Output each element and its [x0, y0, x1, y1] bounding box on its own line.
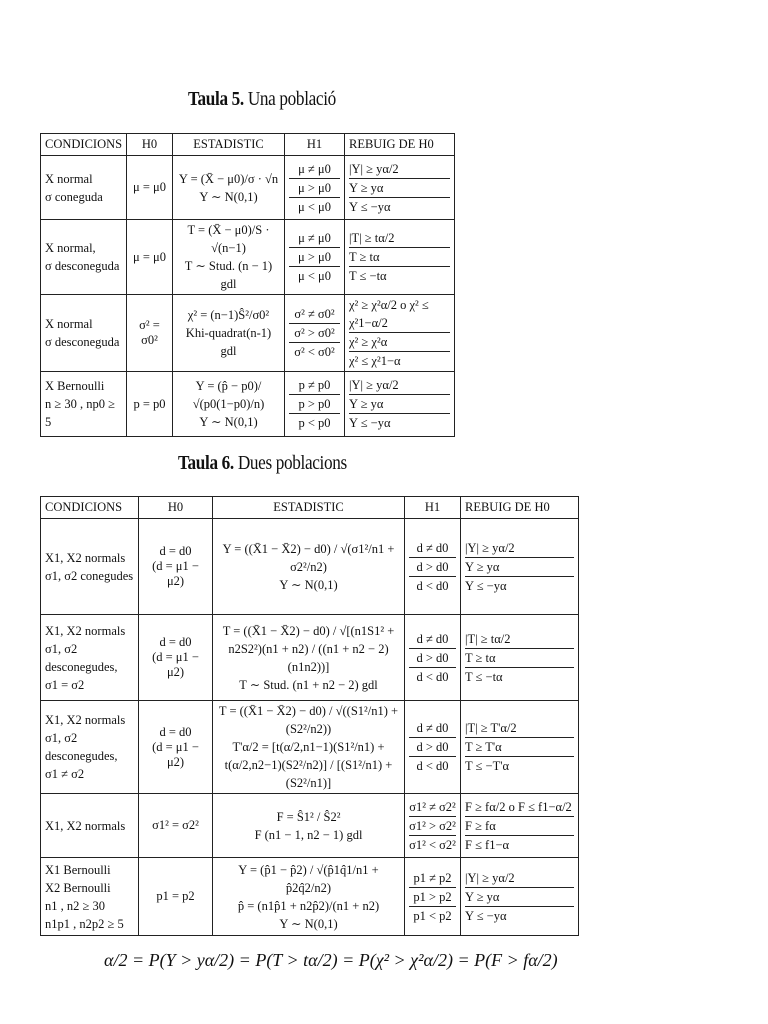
header-h1: H1	[405, 497, 461, 519]
condition-line: σ1, σ2 conegudes	[45, 568, 134, 583]
h0-line: d = d0	[159, 635, 192, 649]
rejection-line: |Y| ≥ yα/2	[349, 376, 450, 395]
rejection-line: Y ≤ −yα	[465, 908, 507, 923]
table5	[40, 133, 455, 437]
cell-estadistic	[173, 295, 285, 372]
statistic-line: p̂ = (n1p̂1 + n2p̂2)/(n1 + n2)	[237, 898, 380, 913]
condition-line: σ desconeguda	[45, 259, 120, 273]
cell-estadistic	[173, 220, 285, 295]
condition-line: n1 , n2 ≥ 30	[45, 898, 105, 913]
h1-line: μ ≠ μ0	[289, 229, 340, 248]
table6-title	[178, 452, 347, 475]
cell-h0	[139, 519, 213, 615]
h0-line: d = d0	[159, 544, 192, 558]
statistic-line: Y ∼ N(0,1)	[279, 577, 338, 592]
h1-line: p1 ≠ p2	[409, 869, 456, 888]
rejection-line: F ≥ fα	[465, 817, 574, 836]
rejection-line: F ≥ fα/2 o F ≤ f1−α/2	[465, 798, 574, 817]
rejection-line: |T| ≥ tα/2	[465, 630, 574, 649]
rejection-line: Y ≥ yα	[349, 395, 450, 414]
header-condicions: CONDICIONS	[41, 497, 139, 519]
cell-h1	[405, 794, 461, 858]
statistic-line: T ∼ Stud. (n − 1) gdl	[184, 259, 273, 291]
h0-line: p = p0	[133, 396, 166, 411]
cell-condicions	[41, 794, 139, 858]
cell-h1	[405, 519, 461, 615]
table-row	[41, 156, 455, 220]
table-row	[41, 794, 579, 858]
cell-condicions	[41, 701, 139, 794]
table-row	[41, 295, 455, 372]
cell-h1	[285, 156, 345, 220]
table5-title-number: Taula 5.	[188, 88, 244, 110]
h1-line: μ > μ0	[289, 179, 340, 198]
condition-line: X1, X2 normals	[45, 818, 126, 833]
rejection-line: χ² ≥ χ²α/2 o χ² ≤ χ²1−α/2	[349, 296, 450, 333]
h1-line: μ < μ0	[298, 199, 331, 214]
h1-line: p < p0	[298, 416, 331, 430]
h1-line: σ1² ≠ σ2²	[409, 798, 456, 817]
statistic-line: Y = (p̂1 − p̂2) / √(p̂1q̂1/n1 + p̂2q̂2/n2)	[238, 862, 379, 895]
table6	[40, 496, 579, 936]
rejection-line: Y ≤ −yα	[465, 578, 507, 593]
statistic-line: F (n1 − 1, n2 − 1) gdl	[254, 827, 363, 842]
table5-title	[188, 88, 336, 111]
cell-rebuig	[345, 156, 455, 220]
rejection-line: |Y| ≥ yα/2	[349, 160, 450, 179]
header-h1: H1	[285, 134, 345, 156]
cell-estadistic	[173, 156, 285, 220]
h1-line: d < d0	[416, 759, 449, 773]
rejection-line: |T| ≥ tα/2	[349, 229, 450, 248]
statistic-line: Y = (X̄ − μ0)/σ · √n	[178, 171, 279, 186]
statistic-line: Khi-quadrat(n-1) gdl	[185, 326, 272, 358]
rejection-line: T ≤ −T'α	[465, 759, 510, 773]
condition-line: n ≥ 30 , np0 ≥ 5	[45, 397, 115, 429]
rejection-line: Y ≥ yα	[465, 558, 574, 577]
cell-condicions	[41, 156, 127, 220]
condition-line: n1p1 , n2p2 ≥ 5	[45, 916, 124, 931]
header-estadistic: ESTADISTIC	[213, 497, 405, 519]
h0-line: (d = μ1 − μ2)	[152, 650, 199, 679]
condition-line: X1, X2 normals	[45, 623, 126, 638]
table-row	[41, 701, 579, 794]
table5-title-text: Una població	[243, 88, 336, 110]
header-condicions: CONDICIONS	[41, 134, 127, 156]
h1-line: d < d0	[416, 578, 449, 593]
cell-h1	[285, 295, 345, 372]
cell-condicions	[41, 858, 139, 936]
cell-rebuig	[461, 794, 579, 858]
h1-line: p ≠ p0	[289, 376, 340, 395]
statistic-line: Y ∼ N(0,1)	[199, 415, 258, 429]
h1-line: d < d0	[416, 669, 449, 684]
cell-condicions	[41, 519, 139, 615]
cell-h1	[405, 858, 461, 936]
cell-h0	[127, 295, 173, 372]
h1-line: p > p0	[289, 395, 340, 414]
statistic-line: T = (X̄ − μ0)/S · √(n−1)	[187, 223, 270, 255]
h1-line: σ1² < σ2²	[409, 837, 456, 852]
h1-line: d > d0	[409, 649, 456, 668]
h1-line: μ > μ0	[289, 248, 340, 267]
rejection-line: Y ≥ yα	[465, 888, 574, 907]
statistic-line: χ² = (n−1)Ŝ²/σ0²	[187, 308, 270, 322]
condition-line: σ1 = σ2	[45, 677, 85, 692]
cell-h1	[285, 372, 345, 437]
cell-estadistic	[213, 701, 405, 794]
rejection-line: Y ≤ −yα	[349, 199, 391, 214]
rejection-line: T ≥ tα	[465, 649, 574, 668]
cell-h0	[139, 858, 213, 936]
table-row	[41, 615, 579, 701]
h1-line: d ≠ d0	[409, 719, 456, 738]
cell-rebuig	[461, 519, 579, 615]
condition-line: σ coneguda	[45, 189, 103, 204]
rejection-line: |Y| ≥ yα/2	[465, 539, 574, 558]
table6-header-row	[41, 497, 579, 519]
statistic-line: Y = (p̂ − p0)/√(p0(1−p0)/n)	[192, 379, 265, 411]
rejection-line: Y ≤ −yα	[349, 416, 391, 430]
condition-line: X normal,	[45, 241, 96, 255]
h0-line: σ² = σ0²	[139, 318, 160, 347]
table-row	[41, 519, 579, 615]
h1-line: σ1² > σ2²	[409, 817, 456, 836]
rejection-line: T ≥ T'α	[465, 738, 574, 757]
cell-estadistic	[213, 615, 405, 701]
condition-line: X1, X2 normals	[45, 550, 126, 565]
table-row	[41, 220, 455, 295]
cell-estadistic	[213, 519, 405, 615]
cell-condicions	[41, 220, 127, 295]
h1-line: σ² > σ0²	[289, 324, 340, 343]
header-rebuig: REBUIG DE H0	[345, 134, 455, 156]
cell-h0	[139, 701, 213, 794]
cell-rebuig	[461, 858, 579, 936]
cell-condicions	[41, 615, 139, 701]
table5-header-row	[41, 134, 455, 156]
footer-formula: α/2 = P(Y > yα/2) = P(T > tα/2) = P(χ² > χ²α/2) = P(F > fα/2)	[104, 950, 558, 970]
cell-h1	[405, 615, 461, 701]
table6-title-text: Dues poblacions	[233, 452, 347, 474]
condition-line: X normal	[45, 317, 93, 331]
h1-line: p1 > p2	[409, 888, 456, 907]
statistic-line: F = Ŝ1² / Ŝ2²	[276, 809, 341, 824]
cell-rebuig	[461, 615, 579, 701]
table6-title-number: Taula 6.	[178, 452, 234, 474]
h1-line: p1 < p2	[413, 908, 452, 923]
statistic-line: Y = ((X̄1 − X̄2) − d0) / √(σ1²/n1 + σ2²/n2)	[222, 541, 395, 574]
cell-h0	[139, 615, 213, 701]
rejection-line: T ≥ tα	[349, 248, 450, 267]
cell-condicions	[41, 372, 127, 437]
cell-condicions	[41, 295, 127, 372]
cell-estadistic	[213, 794, 405, 858]
h1-line: d ≠ d0	[409, 539, 456, 558]
cell-rebuig	[345, 220, 455, 295]
cell-h1	[405, 701, 461, 794]
statistic-line: T = ((X̄1 − X̄2) − d0) / √[(n1S1² + n2S2²)(n1 + n2) / ((n1 + n2 − 2)(n1n2))]	[222, 623, 395, 674]
h1-line: μ < μ0	[298, 269, 331, 283]
cell-rebuig	[461, 701, 579, 794]
condition-line: σ1, σ2 desconegudes,	[45, 641, 118, 674]
cell-rebuig	[345, 295, 455, 372]
rejection-line: χ² ≥ χ²α	[349, 333, 450, 352]
statistic-line: Y ∼ N(0,1)	[279, 916, 338, 931]
h0-line: (d = μ1 − μ2)	[152, 739, 199, 769]
header-h0: H0	[127, 134, 173, 156]
condition-line: σ1, σ2 desconegudes,	[45, 731, 118, 763]
header-rebuig: REBUIG DE H0	[461, 497, 579, 519]
cell-estadistic	[173, 372, 285, 437]
h0-line: p1 = p2	[156, 889, 195, 903]
header-estadistic: ESTADISTIC	[173, 134, 285, 156]
rejection-line: χ² ≤ χ²1−α	[349, 354, 401, 368]
condition-line: σ desconeguda	[45, 335, 120, 349]
cell-h0	[127, 372, 173, 437]
h0-line: (d = μ1 − μ2)	[152, 559, 199, 588]
h1-line: d > d0	[409, 738, 456, 757]
h1-line: μ ≠ μ0	[289, 160, 340, 179]
cell-h0	[139, 794, 213, 858]
statistic-line: T ∼ Stud. (n1 + n2 − 2) gdl	[239, 677, 378, 692]
condition-line: σ1 ≠ σ2	[45, 767, 85, 781]
rejection-line: |T| ≥ T'α/2	[465, 719, 574, 738]
rejection-line: T ≤ −tα	[349, 269, 387, 283]
h1-line: d > d0	[409, 558, 456, 577]
h0-line: d = d0	[159, 724, 192, 739]
rejection-line: F ≤ f1−α	[465, 837, 510, 852]
table-row	[41, 858, 579, 936]
h0-line: σ1² = σ2²	[152, 818, 199, 832]
cell-rebuig	[345, 372, 455, 437]
rejection-line: Y ≥ yα	[349, 179, 450, 198]
h1-line: d ≠ d0	[409, 630, 456, 649]
condition-line: X1 Bernoulli	[45, 862, 111, 877]
cell-h0	[127, 156, 173, 220]
h0-line: μ = μ0	[133, 180, 166, 194]
cell-h0	[127, 220, 173, 295]
condition-line: X normal	[45, 171, 93, 186]
h1-line: σ² ≠ σ0²	[289, 305, 340, 324]
condition-line: X Bernoulli	[45, 379, 105, 393]
cell-h1	[285, 220, 345, 295]
header-h0: H0	[139, 497, 213, 519]
rejection-line: |Y| ≥ yα/2	[465, 869, 574, 888]
h1-line: σ² < σ0²	[294, 345, 335, 359]
table-row	[41, 372, 455, 437]
statistic-line: T'α/2 = [t(α/2,n1−1)(S1²/n1) + t(α/2,n2−1)(S2²/n2)] / [(S1²/n1) + (S2²/n1)]	[224, 740, 393, 790]
statistic-line: Y ∼ N(0,1)	[199, 189, 258, 204]
rejection-line: T ≤ −tα	[465, 669, 503, 684]
h0-line: μ = μ0	[133, 249, 166, 264]
condition-line: X1, X2 normals	[45, 713, 126, 727]
statistic-line: T = ((X̄1 − X̄2) − d0) / √((S1²/n1) + (S2²/n2))	[218, 704, 399, 736]
condition-line: X2 Bernoulli	[45, 880, 111, 895]
cell-estadistic	[213, 858, 405, 936]
